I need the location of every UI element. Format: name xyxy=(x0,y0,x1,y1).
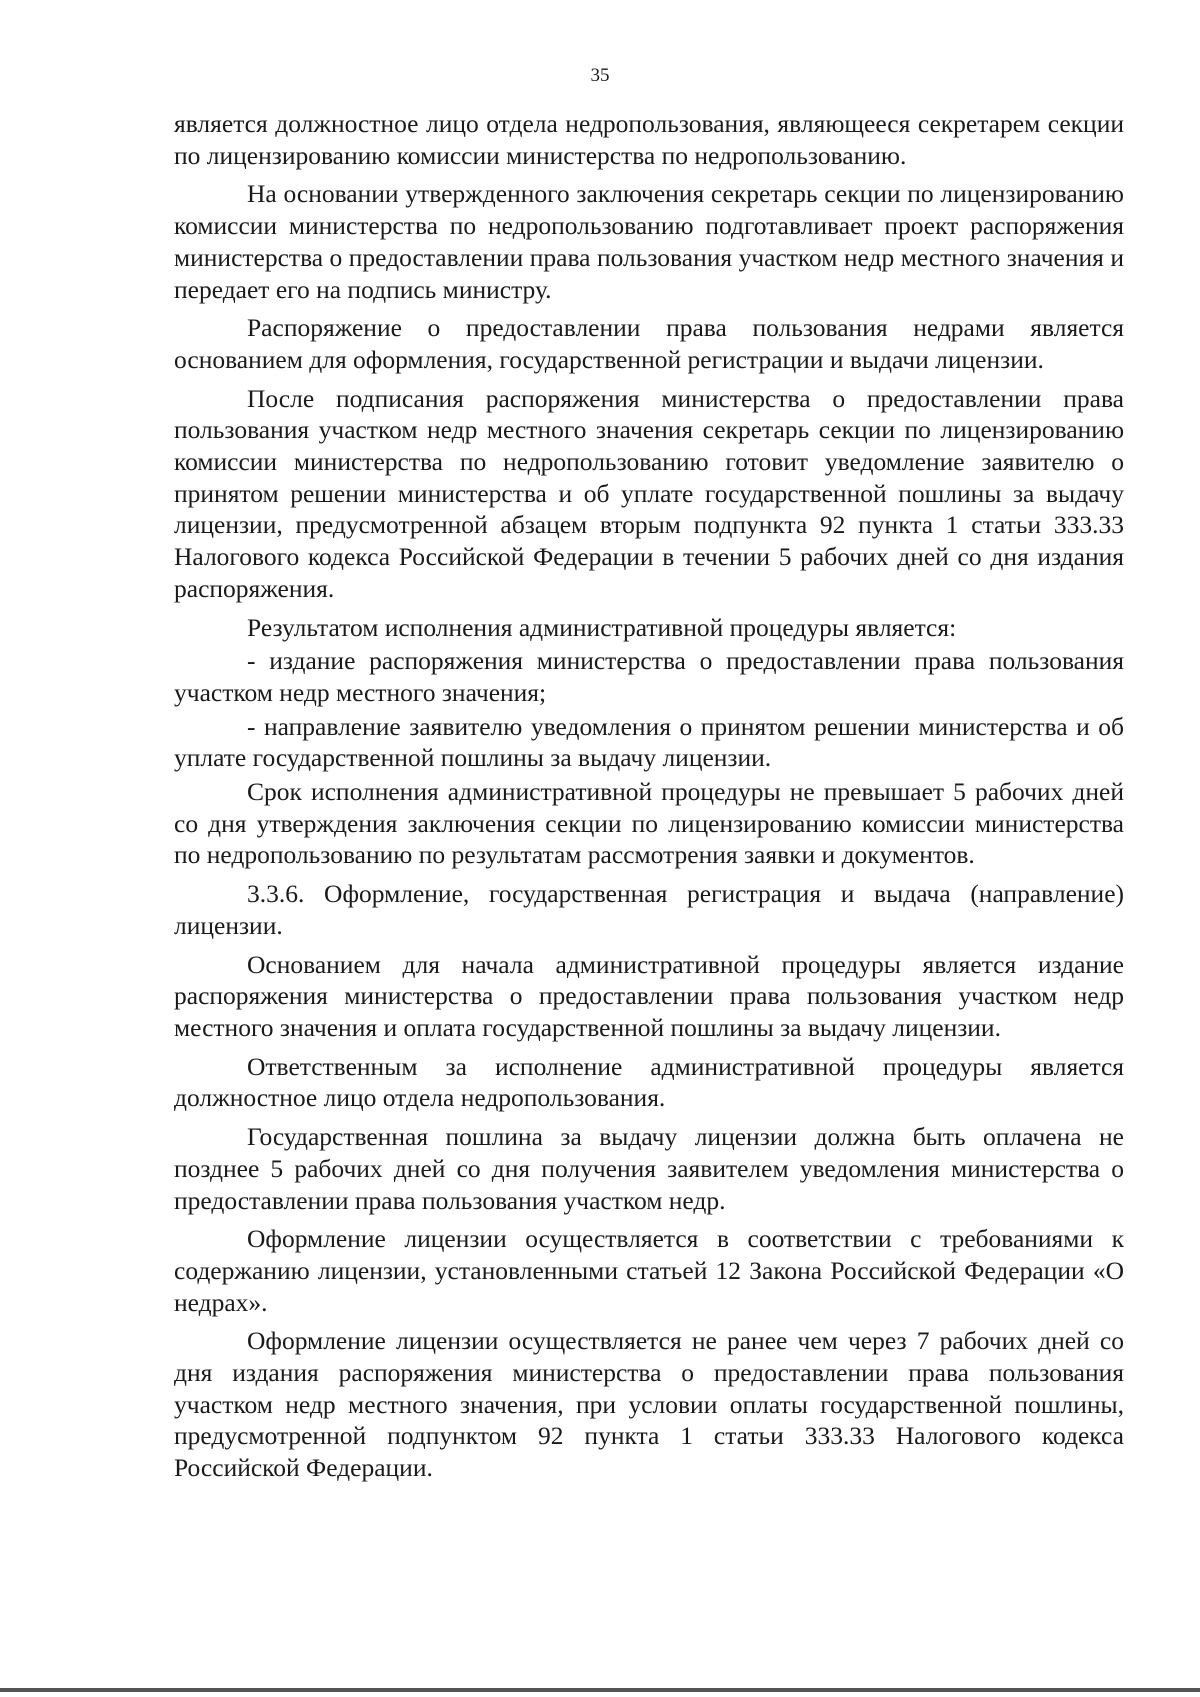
paragraph: Оформление лицензии осуществляется в соответствии с требованиями к содержанию лицензии, установленными статьей 12 Закона Российской Федерации «О недрах». xyxy=(174,1224,1124,1317)
page-number: 35 xyxy=(590,65,610,86)
paragraph: Ответственным за исполнение административной процедуры является должностное лицо отдела недропользования. xyxy=(174,1051,1124,1113)
paragraph: Распоряжение о предоставлении права пользования недрами является основанием для оформления, государственной регистрации и выдачи лицензии. xyxy=(174,313,1124,374)
document-body xyxy=(174,108,1124,1491)
paragraph: Государственная пошлина за выдачу лицензии должна быть оплачена не позднее 5 рабочих дней со дня получения заявителем уведомления министерства о предоставлении права пользования участком недр. xyxy=(174,1122,1124,1215)
paragraph: Оформление лицензии осуществляется не ранее чем через 7 рабочих дней со дня издания распоряжения министерства о предоставлении права пользования участком недр местного значения, при условии оплаты государственной пошлины, предусмотренной подпунктом 92 пункта 1 статьи 333.33 Налогового кодекса Российской Федерации. xyxy=(174,1326,1124,1483)
paragraph: Срок исполнения административной процедуры не превышает 5 рабочих дней со дня утверждения заключения секции по лицензированию комиссии министерства по недропользованию по результатам рассмотрения заявки и документов. xyxy=(174,777,1124,870)
scan-edge-line xyxy=(0,1688,1200,1692)
list-item: - издание распоряжения министерства о предоставлении права пользования участком недр местного значения; xyxy=(174,646,1124,707)
paragraph: После подписания распоряжения министерства о предоставлении права пользования участком недр местного значения секретарь секции по лицензированию комиссии министерства по недропользованию готовит уведомление заявителю о принятом решении министерства и об уплате государственной пошлины за выдачу лицензии, предусмотренной абзацем вторым подпункта 92 пункта 1 статьи 333.33 Налогового кодекса Российской Федерации в течении 5 рабочих дней со дня издания распоряжения. xyxy=(174,383,1124,603)
list-item: - направление заявителю уведомления о принятом решении министерства и об уплате государственной пошлины за выдачу лицензии. xyxy=(174,711,1124,773)
paragraph: На основании утвержденного заключения секретарь секции по лицензированию комиссии министерства по недропользованию подготавливает проект распоряжения министерства о предоставлении права пользования участком недр местного значения и передает его на подпись министру. xyxy=(174,179,1124,304)
paragraph: является должностное лицо отдела недропользования, являющееся секретарем секции по лицензированию комиссии министерства по недропользованию. xyxy=(174,109,1124,170)
section-heading: 3.3.6. Оформление, государственная регистрация и выдача (направление) лицензии. xyxy=(174,879,1124,940)
paragraph: Основанием для начала административной процедуры является издание распоряжения министерства о предоставлении права пользования участком недр местного значения и оплата государственной пошлины за выдачу лицензии. xyxy=(174,949,1124,1042)
paragraph: Результатом исполнения административной процедуры является: xyxy=(247,612,957,642)
